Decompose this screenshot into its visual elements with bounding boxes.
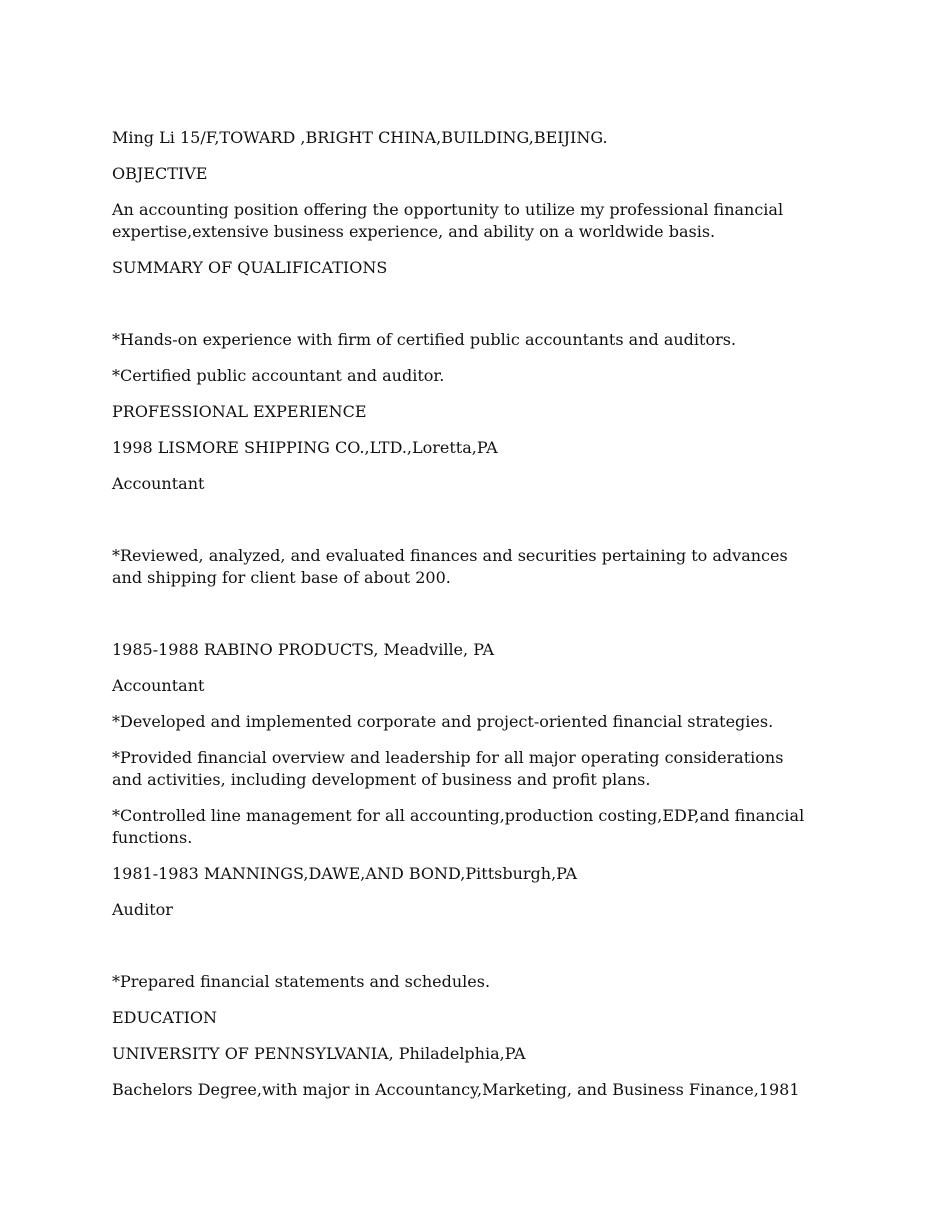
job-title: Accountant	[112, 676, 205, 695]
objective-heading: OBJECTIVE	[112, 164, 208, 183]
job-employer: 1998 LISMORE SHIPPING CO.,LTD.,Loretta,PA	[112, 438, 498, 457]
blank-line	[112, 293, 812, 315]
summary-item: *Certified public accountant and auditor.	[112, 366, 445, 385]
job-bullet: *Prepared financial statements and schedules.	[112, 972, 491, 991]
blank-line	[112, 509, 812, 531]
job-bullet: *Developed and implemented corporate and project-oriented financial strategies.	[112, 712, 774, 731]
education-degree: Bachelors Degree,with major in Accountancy,Marketing, and Business Finance,1981	[112, 1080, 800, 1099]
summary-item: *Hands-on experience with firm of certified public accountants and auditors.	[112, 330, 737, 349]
job-employer: 1981-1983 MANNINGS,DAWE,AND BOND,Pittsburgh,PA	[112, 864, 578, 883]
job-bullet: *Controlled line management for all accounting,production costing,EDP,and financial functions.	[112, 806, 805, 847]
job-employer: 1985-1988 RABINO PRODUCTS, Meadville, PA	[112, 640, 495, 659]
contact-header: Ming Li 15/F,TOWARD ,BRIGHT CHINA,BUILDING,BEIJING.	[112, 128, 608, 147]
job-bullet: *Provided financial overview and leadership for all major operating considerations and activities, including development of business and profit plans.	[112, 748, 784, 789]
blank-line	[112, 603, 812, 625]
experience-heading: PROFESSIONAL EXPERIENCE	[112, 402, 367, 421]
objective-text: An accounting position offering the opportunity to utilize my professional financial expertise,extensive business experience, and ability on a worldwide basis.	[112, 200, 784, 241]
job-bullet: *Reviewed, analyzed, and evaluated finances and securities pertaining to advances and shipping for client base of about 200.	[112, 546, 788, 587]
job-title: Auditor	[112, 900, 173, 919]
job-title: Accountant	[112, 474, 205, 493]
resume-document	[112, 127, 812, 1115]
blank-line	[112, 935, 812, 957]
summary-heading: SUMMARY OF QUALIFICATIONS	[112, 258, 388, 277]
education-school: UNIVERSITY OF PENNSYLVANIA, Philadelphia,PA	[112, 1044, 526, 1063]
education-heading: EDUCATION	[112, 1008, 218, 1027]
